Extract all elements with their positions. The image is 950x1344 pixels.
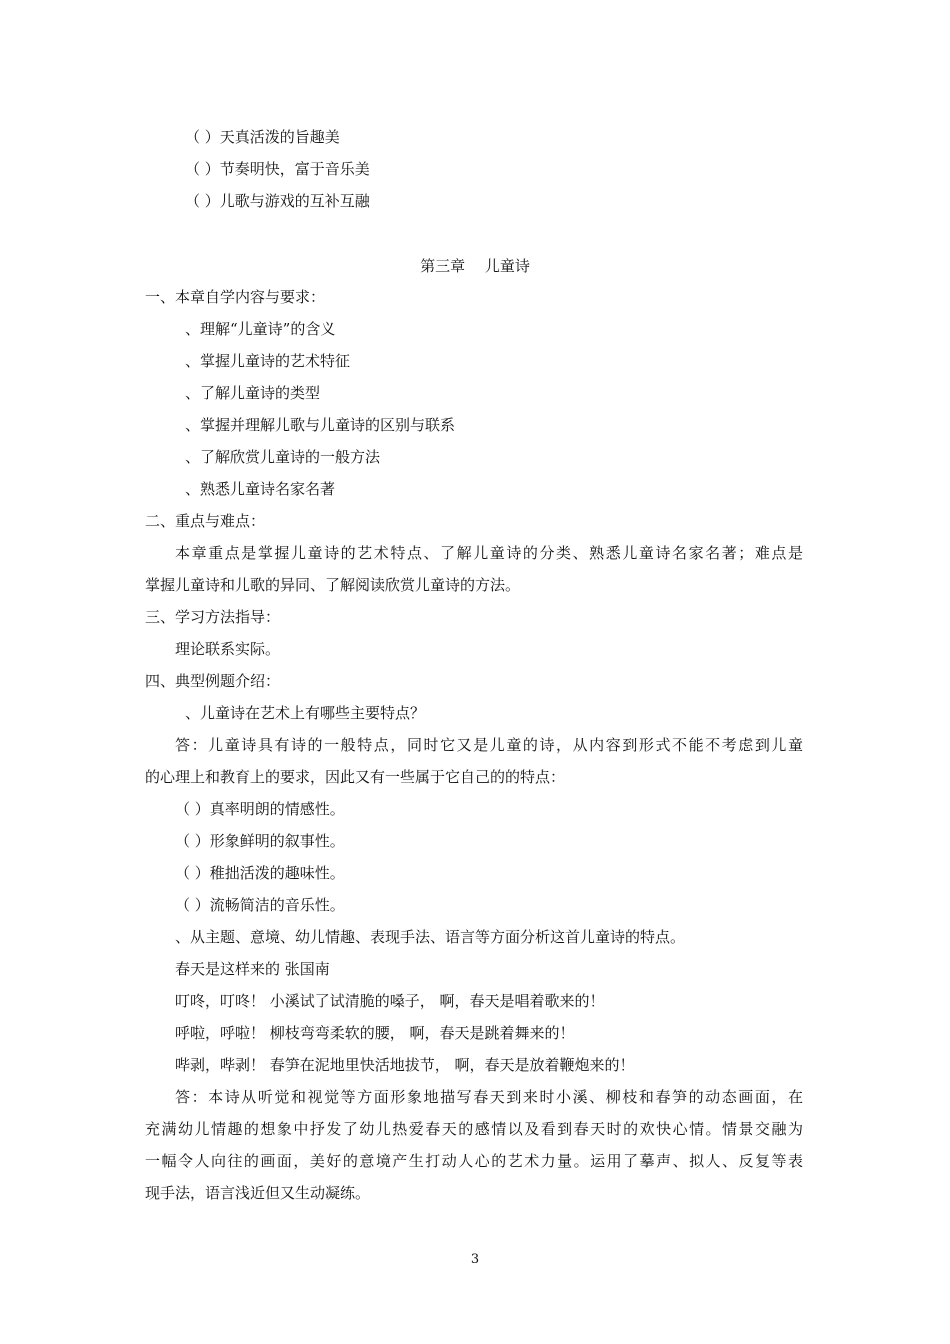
question-1: 、儿童诗在艺术上有哪些主要特点？ <box>185 704 426 722</box>
section1-item-2: 、掌握儿童诗的艺术特征 <box>185 352 351 370</box>
list-item-continued-2: （ ）节奏明快，富于音乐美 <box>185 160 370 178</box>
answer-1-line2: 的心理上和教育上的要求，因此又有一些属于它自己的的特点： <box>145 768 566 786</box>
section2-paragraph-line2: 掌握儿童诗和儿歌的异同、了解阅读欣赏儿童诗的方法。 <box>145 576 521 594</box>
section1-item-6: 、熟悉儿童诗名家名著 <box>185 480 336 498</box>
section1-heading: 一、本章自学内容与要求： <box>145 288 326 306</box>
answer-1-item-3: （ ）稚拙活泼的趣味性。 <box>175 864 345 882</box>
section3-heading: 三、学习方法指导： <box>145 608 281 626</box>
section2-heading: 二、重点与难点： <box>145 512 266 530</box>
section4-heading: 四、典型例题介绍： <box>145 672 281 690</box>
poem-line-3: 哔剥，哔剥！ 春笋在泥地里快活地拔节， 啊，春天是放着鞭炮来的！ <box>175 1056 635 1074</box>
section1-item-3: 、了解儿童诗的类型 <box>185 384 321 402</box>
page-number: 3 <box>470 1252 480 1267</box>
section3-text: 理论联系实际。 <box>175 640 281 658</box>
poem-title: 春天是这样来的 张国南 <box>175 960 330 978</box>
answer-1-item-4: （ ）流畅简洁的音乐性。 <box>175 896 345 914</box>
section1-item-1: 、理解“儿童诗”的含义 <box>185 320 336 338</box>
answer-2-line4: 现手法，语言浅近但又生动凝练。 <box>145 1184 371 1202</box>
section1-item-4: 、掌握并理解儿歌与儿童诗的区别与联系 <box>185 416 456 434</box>
section2-paragraph-line1: 本章重点是掌握儿童诗的艺术特点、了解儿童诗的分类、熟悉儿童诗名家名著；难点是 <box>175 544 803 562</box>
poem-line-1: 叮咚，叮咚！ 小溪试了试清脆的嗓子， 啊，春天是唱着歌来的！ <box>175 992 605 1010</box>
answer-1-item-1: （ ）真率明朗的情感性。 <box>175 800 345 818</box>
answer-2-line2: 充满幼儿情趣的想象中抒发了幼儿热爱春天的感情以及看到春天时的欢快心情。情景交融为 <box>145 1120 803 1138</box>
answer-2-line3: 一幅令人向往的画面，美好的意境产生打动人心的艺术力量。运用了摹声、拟人、反复等表 <box>145 1152 803 1170</box>
poem-line-2: 呼啦，呼啦！ 柳枝弯弯柔软的腰， 啊，春天是跳着舞来的！ <box>175 1024 575 1042</box>
section1-item-5: 、了解欣赏儿童诗的一般方法 <box>185 448 381 466</box>
answer-2-line1: 答：本诗从听觉和视觉等方面形象地描写春天到来时小溪、柳枝和春笋的动态画面，在 <box>175 1088 803 1106</box>
chapter-title: 第三章 儿童诗 <box>420 257 530 275</box>
list-item-continued-1: （ ）天真活泼的旨趣美 <box>185 128 340 146</box>
answer-1-line1: 答：儿童诗具有诗的一般特点，同时它又是儿童的诗，从内容到形式不能不考虑到儿童 <box>175 736 803 754</box>
list-item-continued-3: （ ）儿歌与游戏的互补互融 <box>185 192 370 210</box>
answer-1-item-2: （ ）形象鲜明的叙事性。 <box>175 832 345 850</box>
question-2: 、从主题、意境、幼儿情趣、表现手法、语言等方面分析这首儿童诗的特点。 <box>175 928 686 946</box>
